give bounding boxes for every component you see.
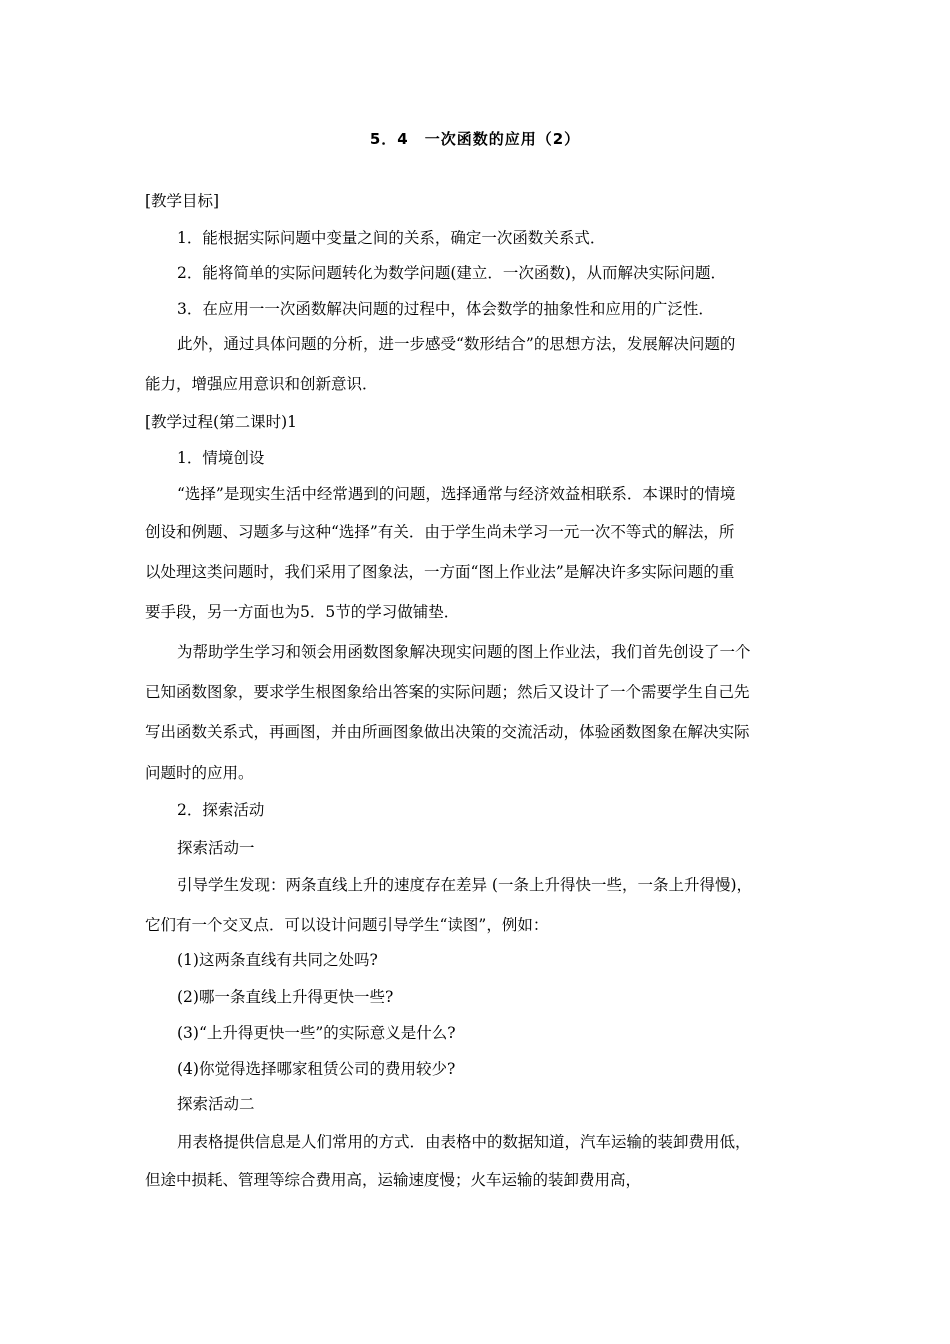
paragraph-line: 以处理这类问题时，我们采用了图象法，一方面“图上作业法”是解决许多实际问题的重 [145, 563, 735, 581]
question-item: (2)哪一条直线上升得更快一些? [177, 988, 394, 1006]
subheading-activity-2: 探索活动二 [177, 1095, 255, 1113]
paragraph-line: 问题时的应用。 [145, 764, 254, 782]
question-item: (3)“上升得更快一些”的实际意义是什么? [177, 1024, 456, 1042]
objective-1: 1．能根据实际问题中变量之间的关系，确定一次函数关系式． [177, 229, 606, 247]
section-heading-process: [教学过程(第二课时)1 [145, 413, 298, 431]
paragraph-line: 用表格提供信息是人们常用的方式．由表格中的数据知道，汽车运输的装卸费用低， [177, 1133, 751, 1151]
paragraph-line: 但途中损耗、管理等综合费用高，运输速度慢；火车运输的装卸费用高， [145, 1171, 642, 1189]
paragraph-line: 它们有一个交叉点．可以设计问题引导学生“读图”，例如： [145, 916, 549, 934]
paragraph-line: “选择”是现实生活中经常遇到的问题，选择通常与经济效益相联系．本课时的情境 [177, 485, 736, 503]
paragraph-line: 已知函数图象，要求学生根图象给出答案的实际问题；然后又设计了一个需要学生自己先 [145, 683, 750, 701]
paragraph-line: 此外，通过具体问题的分析，进一步感受“数形结合”的思想方法，发展解决问题的 [177, 335, 736, 353]
subheading-situation: 1．情境创设 [177, 449, 265, 467]
paragraph-line: 为帮助学生学习和领会用函数图象解决现实问题的图上作业法，我们首先创设了一个 [177, 643, 751, 661]
objective-3: 3．在应用一一次函数解决问题的过程中，体会数学的抽象性和应用的广泛性． [177, 300, 714, 318]
paragraph-line: 创设和例题、习题多与这种“选择”有关．由于学生尚未学习一元一次不等式的解法，所 [145, 523, 735, 541]
paragraph-line: 能力，增强应用意识和创新意识． [145, 375, 378, 393]
paragraph-line: 写出函数关系式，再画图，并由所画图象做出决策的交流活动，体验函数图象在解决实际 [145, 723, 750, 741]
question-item: (4)你觉得选择哪家租赁公司的费用较少? [177, 1060, 456, 1078]
page-title: 5．4 一次函数的应用（2） [369, 130, 581, 148]
paragraph-line: 要手段，另一方面也为5．5节的学习做铺垫． [145, 603, 460, 621]
objective-2: 2．能将简单的实际问题转化为数学问题(建立．一次函数)，从而解决实际问题． [177, 264, 726, 282]
paragraph-line: 引导学生发现：两条直线上升的速度存在差异 (一条上升得快一些，一条上升得慢)， [177, 876, 753, 894]
section-heading-objectives: [教学目标] [145, 192, 220, 210]
subheading-exploration: 2．探索活动 [177, 801, 265, 819]
subheading-activity-1: 探索活动一 [177, 839, 255, 857]
question-item: (1)这两条直线有共同之处吗? [177, 951, 378, 969]
